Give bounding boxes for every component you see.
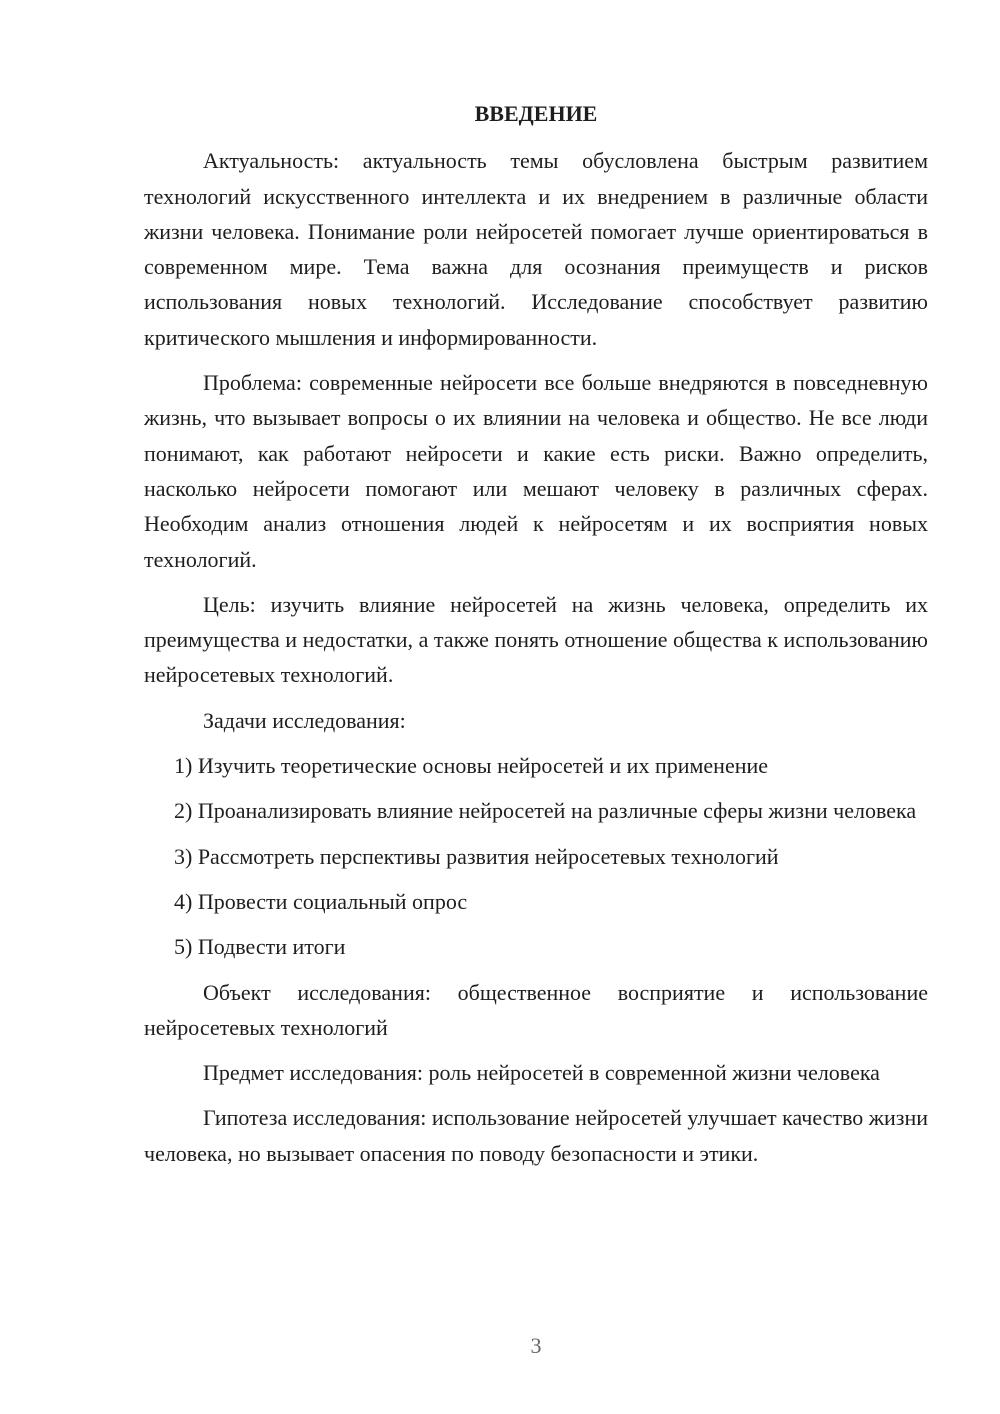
tasks-heading: Задачи исследования: [203,707,406,733]
task-item: 1) Изучить теоретические основы нейросетей и их применение [174,753,769,779]
task-item: 3) Рассмотреть перспективы развития нейросетевых технологий [174,843,779,869]
page-content [144,96,928,1181]
page-title: ВВЕДЕНИЕ [474,101,598,126]
page-number: 3 [530,1333,542,1358]
task-item: 2) Проанализировать влияние нейросетей на различные сферы жизни человека [174,798,917,824]
paragraph-object: Объект исследования: общественное восприятие и использование нейросетевых технологий [144,979,928,1040]
paragraph-subject: Предмет исследования: роль нейросетей в современной жизни человека [203,1060,880,1086]
task-item: 4) Провести социальный опрос [174,888,468,914]
paragraph-hypothesis: Гипотеза исследования: использование нейросетей улучшает качество жизни человека, но вызывает опасения по поводу безопасности и этики. [144,1105,929,1166]
paragraph-goal: Цель: изучить влияние нейросетей на жизнь человека, определить их преимущества и недостатки, а также понять отношение общества к использованию нейросетевых технологий. [144,591,928,688]
paragraph-relevance: Актуальность: актуальность темы обусловлена быстрым развитием технологий искусственного интеллекта и их внедрением в различные области жизни человека. Понимание роли нейросетей помогает лучше ориентироваться в современном мире. Тема важна для осознания преимуществ и рисков использования новых технологий. Исследование способствует развитию критического мышления и информированности. [144,148,928,350]
paragraph-problem: Проблема: современные нейросети все больше внедряются в повседневную жизнь, что вызывает вопросы о их влиянии на человека и общество. Не все люди понимают, как работают нейросети и какие есть риски. Важно определить, насколько нейросети помогают или мешают человеку в различных сферах. Необходим анализ отношения людей к нейросетям и их восприятия новых технологий. [144,370,928,572]
task-item: 5) Подвести итоги [174,934,346,960]
